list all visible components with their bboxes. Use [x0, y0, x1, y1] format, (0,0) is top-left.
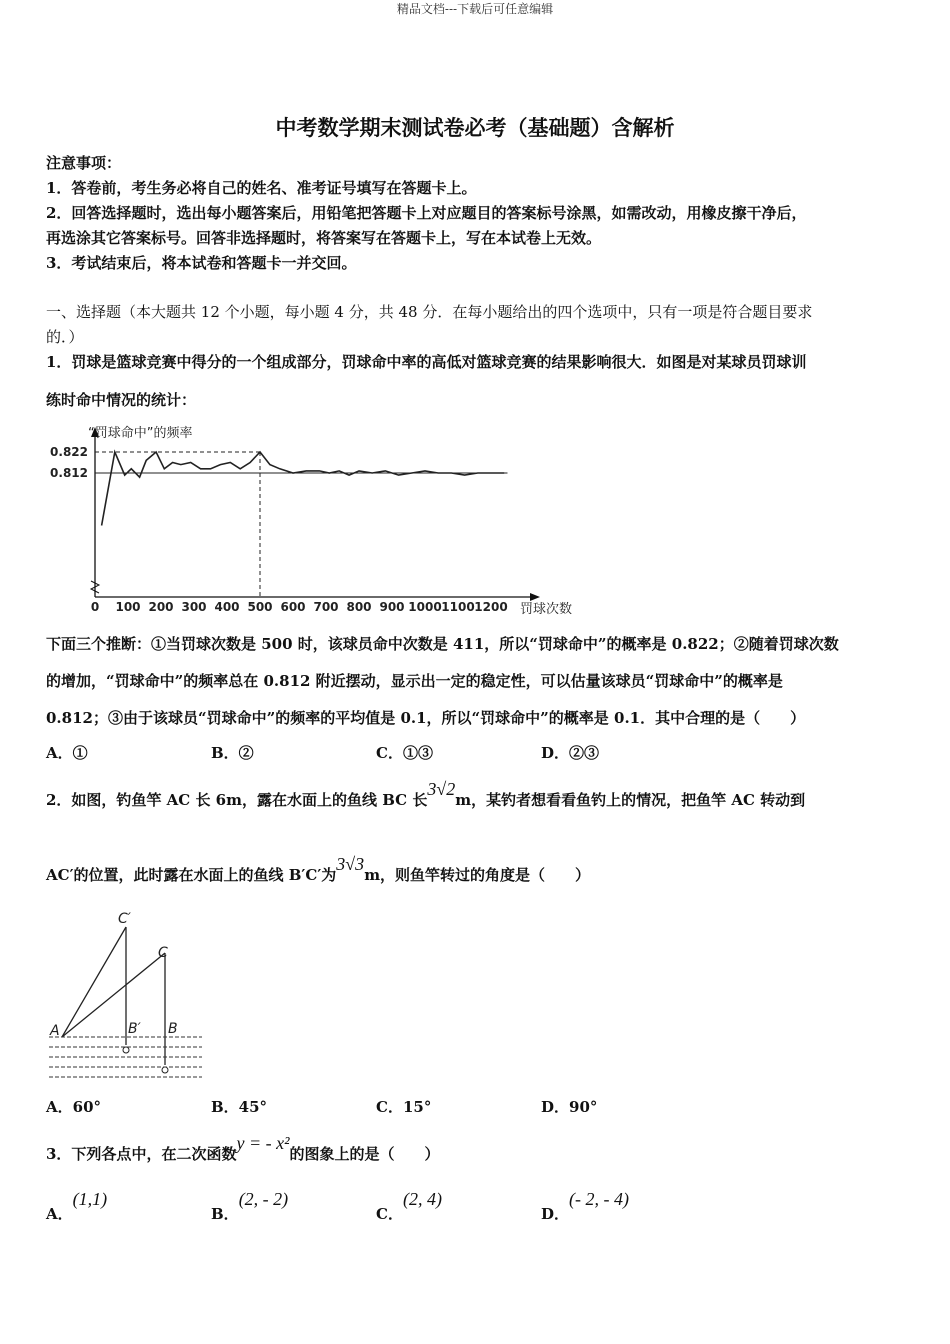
- x-tick-label: 600: [280, 600, 306, 614]
- frequency-chart: [40, 415, 600, 620]
- hook-b-prime: [123, 1047, 129, 1053]
- q2-stem-part: 2．如图，钓鱼竿 AC 长 6m，露在水面上的鱼线 BC 长: [46, 791, 428, 809]
- x-tick-label: 1200: [474, 600, 508, 614]
- notice-item: 2．回答选择题时，选出每小题答案后，用铅笔把答题卡上对应题目的答案标号涂黑，如需改动，用橡皮擦干净后，: [46, 204, 807, 222]
- q2-stem-part: m，某钓者想看看鱼钓上的情况，把鱼竿 AC 转动到: [455, 791, 806, 809]
- q2-stem: [46, 779, 806, 810]
- q3-option-c: [376, 1189, 442, 1224]
- x-axis-label: 罚球次数: [520, 602, 573, 617]
- q2-option-b: B．45°: [211, 1098, 268, 1116]
- q2-option-c: C．15°: [376, 1098, 432, 1116]
- x-tick-label: 400: [214, 600, 240, 614]
- x-tick-label: 300: [181, 600, 207, 614]
- q3-option-value: (1,1): [72, 1189, 108, 1209]
- q3-option-label: D．: [541, 1205, 570, 1223]
- q3-option-label: B．: [211, 1205, 239, 1223]
- q1-text: 下面三个推断：①当罚球次数是 500 时，该球员命中次数是 411，所以“罚球命中”的概率是 0.822；②随着罚球次数: [46, 635, 839, 653]
- x-tick-label: 500: [247, 600, 273, 614]
- q3-formula: y = - x²: [236, 1133, 290, 1153]
- rod-ac: [62, 953, 165, 1037]
- notice-item: 再选涂其它答案标号。回答非选择题时，将答案写在答题卡上，写在本试卷上无效。: [46, 229, 602, 247]
- y-tick-label: 0.812: [50, 466, 88, 480]
- axis-break-mark: [91, 581, 99, 593]
- q3-option-label: C．: [376, 1205, 403, 1223]
- x-tick-label: 700: [313, 600, 339, 614]
- x-tick-label: 900: [379, 600, 405, 614]
- q2-option-a: A．60°: [46, 1098, 102, 1116]
- q3-option-b: [211, 1189, 289, 1224]
- fishing-rod-figure: [44, 905, 214, 1085]
- section-heading-cont: 的．）: [46, 328, 84, 346]
- q1-stem-cont: 练时命中情况的统计：: [46, 391, 197, 409]
- series-line: [102, 452, 505, 526]
- page-header: 精品文档---下载后可任意编辑: [396, 2, 554, 16]
- q1-stem: 1．罚球是篮球竞赛中得分的一个组成部分，罚球命中率的高低对篮球竞赛的结果影响很大．如图是对某球员罚球训: [46, 353, 807, 371]
- chart-title: “罚球命中”的频率: [88, 426, 193, 441]
- q3-option-value: (2, - 2): [238, 1189, 289, 1209]
- label-c: C: [158, 945, 168, 961]
- q3-option-value: (2, 4): [402, 1189, 442, 1209]
- q3-stem-part: 3．下列各点中，在二次函数: [46, 1145, 237, 1163]
- notice-item: 1．答卷前，考生务必将自己的姓名、准考证号填写在答题卡上。: [46, 179, 477, 197]
- q2-stem-part: m，则鱼竿转过的角度是（ ）: [364, 866, 591, 884]
- notice-item: 3．考试结束后，将本试卷和答题卡一并交回。: [46, 254, 357, 272]
- q1-text: 0.812；③由于该球员“罚球命中”的频率的平均值是 0.1，所以“罚球命中”的概率是 0.1．其中合理的是（ ）: [46, 709, 806, 727]
- q2-stem-cont: [46, 854, 591, 885]
- x-tick-label: 200: [148, 600, 174, 614]
- x-tick-label: 1000: [408, 600, 442, 614]
- q1-option-c: C．①③: [376, 744, 433, 762]
- x-tick-label: 100: [115, 600, 141, 614]
- q3-option-label: A．: [46, 1205, 73, 1223]
- label-a: A: [50, 1023, 60, 1039]
- q2-option-d: D．90°: [541, 1098, 598, 1116]
- x-tick-label: 1100: [441, 600, 475, 614]
- q1-option-a: A．①: [46, 744, 88, 762]
- label-b: B: [168, 1021, 178, 1037]
- label-c-prime: C′: [118, 911, 131, 927]
- notice-heading: 注意事项：: [46, 154, 122, 172]
- x-axis-arrow: [530, 593, 540, 601]
- label-b-prime: B′: [128, 1021, 141, 1037]
- q3-stem: [46, 1133, 440, 1164]
- q3-option-d: [541, 1189, 629, 1224]
- hook-b: [162, 1067, 168, 1073]
- q3-stem-part: 的图象上的是（ ）: [289, 1145, 440, 1163]
- q1-option-d: D．②③: [541, 744, 600, 762]
- q1-option-b: B．②: [211, 744, 254, 762]
- page-title: 中考数学期末测试卷必考（基础题）含解析: [275, 115, 675, 140]
- q2-stem-part: AC′的位置，此时露在水面上的鱼线 B′C′为: [46, 866, 337, 884]
- q3-option-a: [46, 1189, 108, 1224]
- q2-root-bc: 3√2: [427, 779, 456, 799]
- section-heading: 一、选择题（本大题共 12 个小题，每小题 4 分，共 48 分．在每小题给出的四个选项中，只有一项是符合题目要求: [46, 303, 813, 321]
- y-tick-label: 0.822: [50, 445, 88, 459]
- rod-ac-prime: [62, 927, 126, 1037]
- q2-root-bc-prime: 3√3: [336, 854, 365, 874]
- q1-text: 的增加，“罚球命中”的频率总在 0.812 附近摆动，显示出一定的稳定性，可以估量该球员“罚球命中”的概率是: [46, 672, 783, 690]
- q3-option-value: (- 2, - 4): [569, 1189, 629, 1209]
- x-tick-label: 800: [346, 600, 372, 614]
- x-tick-label: 0: [90, 600, 100, 614]
